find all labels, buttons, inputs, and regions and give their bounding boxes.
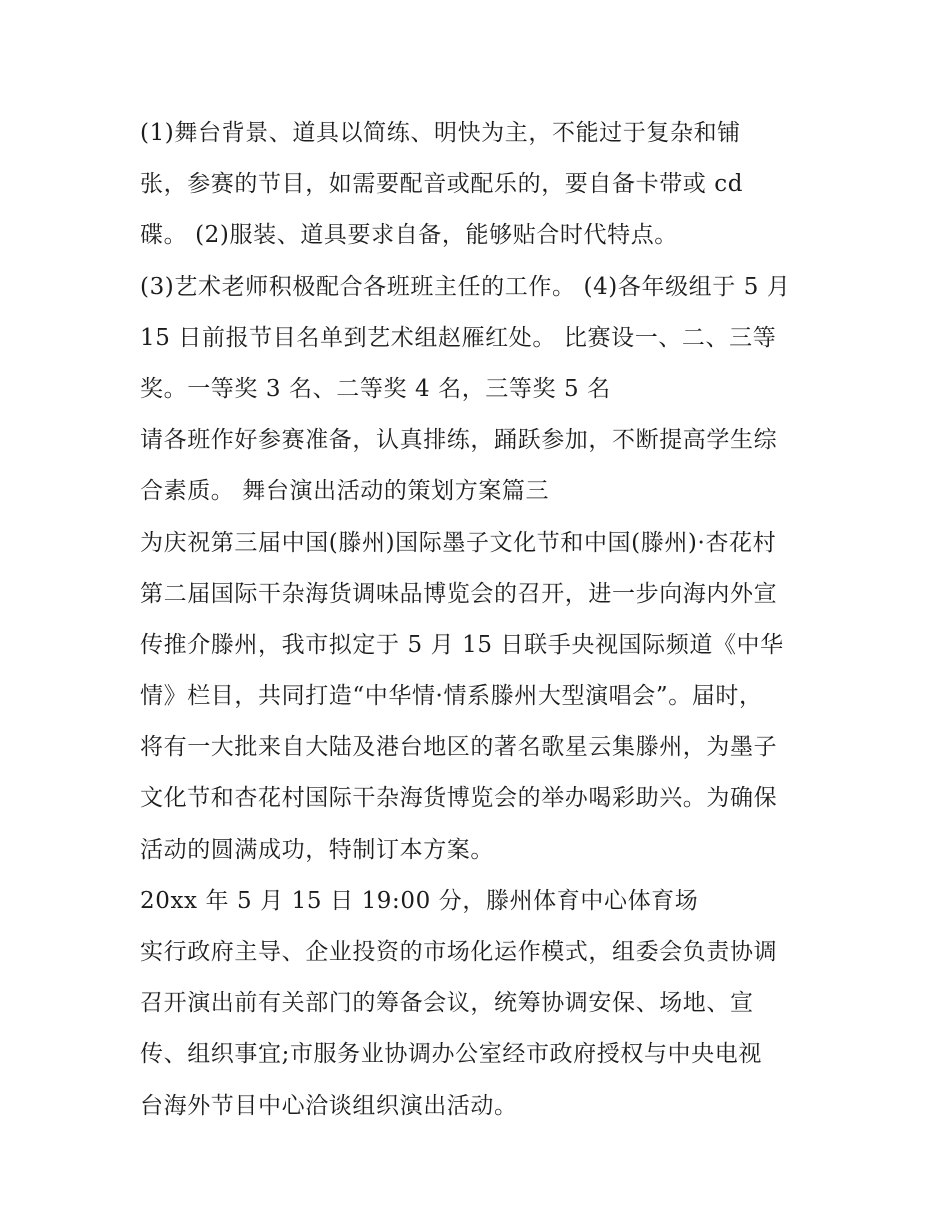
- text-line: 第二届国际干杂海货调味品博览会的召开，进一步向海内外宣: [140, 580, 778, 607]
- text-line: 碟。 (2)服装、道具要求自备，能够贴合时代特点。: [140, 222, 678, 249]
- text-line: 台海外节目中心洽谈组织演出活动。: [140, 1092, 518, 1119]
- text-line: 合素质。 舞台演出活动的策划方案篇三: [140, 478, 550, 505]
- text-line: 文化节和杏花村国际干杂海货博览会的举办喝彩助兴。为确保: [140, 785, 778, 812]
- text-line: 将有一大批来自大陆及港台地区的著名歌星云集滕州，为墨子: [140, 734, 778, 761]
- text-line: (1)舞台背景、道具以简练、明快为主，不能过于复杂和铺: [140, 120, 741, 146]
- text-line: 召开演出前有关部门的筹备会议，统筹协调安保、场地、宣: [140, 990, 754, 1017]
- text-line: 实行政府主导、企业投资的市场化运作模式，组委会负责协调: [140, 939, 778, 965]
- text-line: 张，参赛的节目，如需要配音或配乐的，要自备卡带或 cd: [140, 171, 744, 198]
- text-line: 传推介滕州，我市拟定于 5 月 15 日联手央视国际频道《中华: [140, 631, 784, 658]
- text-line: 情》栏目，共同打造“中华情·情系滕州大型演唱会”。届时，: [140, 683, 763, 710]
- body-text: [140, 108, 830, 1132]
- text-line: 传、组织事宜;市服务业协调办公室经市政府授权与中央电视: [140, 1041, 762, 1068]
- text-line: 活动的圆满成功，特制订本方案。: [140, 836, 494, 863]
- text-line: 请各班作好参赛准备，认真排练，踊跃参加，不断提高学生综: [140, 427, 778, 454]
- text-line: 20xx 年 5 月 15 日 19:00 分，滕州体育中心体育场: [140, 887, 699, 914]
- text-line: 为庆祝第三届中国(滕州)国际墨子文化节和中国(滕州)·杏花村: [140, 529, 777, 556]
- text-line: (3)艺术老师积极配合各班班主任的工作。 (4)各年级组于 5 月: [140, 273, 791, 300]
- text-line: 15 日前报节目名单到艺术组赵雁红处。 比赛设一、二、三等: [140, 324, 777, 351]
- text-line: 奖。一等奖 3 名、二等奖 4 名，三等奖 5 名: [140, 375, 611, 402]
